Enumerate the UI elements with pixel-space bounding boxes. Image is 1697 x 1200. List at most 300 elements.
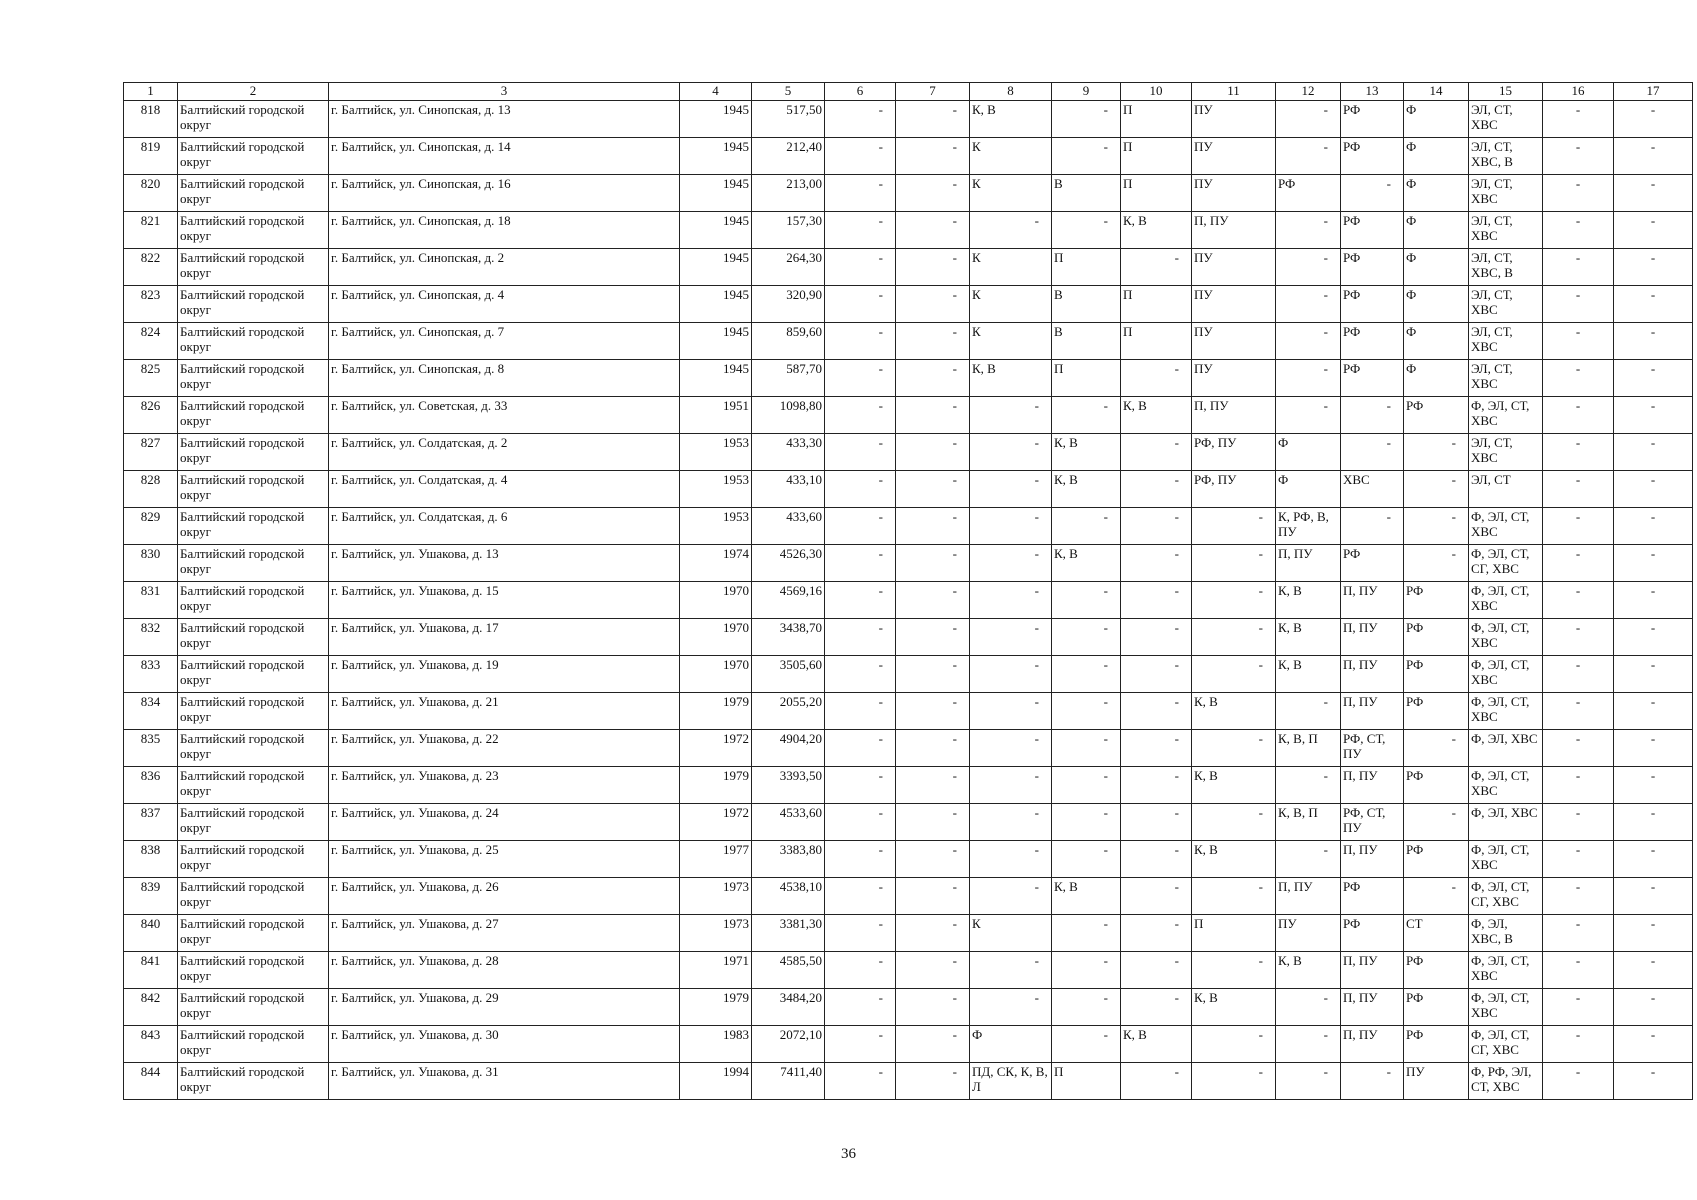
table-cell-col-4: 1945	[680, 175, 752, 212]
table-cell-col-5: 212,40	[752, 138, 825, 175]
table-cell-col-8: -	[970, 989, 1052, 1026]
table-cell-col-5: 7411,40	[752, 1063, 825, 1100]
table-cell-col-13: РФ	[1341, 545, 1404, 582]
table-cell-col-13: РФ	[1341, 360, 1404, 397]
table-row	[124, 730, 1693, 767]
table-row	[124, 582, 1693, 619]
table-cell-col-12: Ф	[1276, 471, 1341, 508]
table-cell-col-8: -	[970, 730, 1052, 767]
table-row	[124, 471, 1693, 508]
column-header-16: 16	[1543, 83, 1614, 101]
table-cell-col-12: -	[1276, 212, 1341, 249]
table-cell-col-16: -	[1543, 952, 1614, 989]
table-cell-col-8: -	[970, 619, 1052, 656]
table-cell-col-13: П, ПУ	[1341, 693, 1404, 730]
table-cell-col-4: 1945	[680, 286, 752, 323]
table-cell-col-10: -	[1121, 656, 1192, 693]
table-cell-col-8: -	[970, 582, 1052, 619]
table-cell-col-2: Балтийский городской округ	[178, 841, 329, 878]
table-cell-col-5: 3438,70	[752, 619, 825, 656]
table-cell-col-2: Балтийский городской округ	[178, 286, 329, 323]
table-cell-col-2: Балтийский городской округ	[178, 656, 329, 693]
table-cell-col-2: Балтийский городской округ	[178, 915, 329, 952]
table-cell-col-15: Ф, ЭЛ, СТ, ХВС	[1469, 508, 1543, 545]
table-cell-col-6: -	[825, 175, 896, 212]
table-cell-col-5: 3383,80	[752, 841, 825, 878]
table-cell-col-6: -	[825, 915, 896, 952]
table-cell-col-12: -	[1276, 693, 1341, 730]
table-cell-col-2: Балтийский городской округ	[178, 212, 329, 249]
table-cell-col-13: П, ПУ	[1341, 767, 1404, 804]
table-cell-col-13: П, ПУ	[1341, 952, 1404, 989]
table-cell-col-12: П, ПУ	[1276, 878, 1341, 915]
table-cell-col-9: П	[1052, 360, 1121, 397]
table-cell-col-4: 1970	[680, 656, 752, 693]
table-cell-col-13: П, ПУ	[1341, 841, 1404, 878]
table-cell-col-6: -	[825, 656, 896, 693]
table-cell-col-11: ПУ	[1192, 101, 1276, 138]
table-row	[124, 360, 1693, 397]
table-cell-col-1: 834	[124, 693, 178, 730]
table-cell-col-16: -	[1543, 286, 1614, 323]
table-cell-col-7: -	[896, 471, 970, 508]
table-cell-col-10: -	[1121, 841, 1192, 878]
table-cell-col-15: ЭЛ, СТ, ХВС	[1469, 434, 1543, 471]
table-cell-col-2: Балтийский городской округ	[178, 1026, 329, 1063]
column-header-4: 4	[680, 83, 752, 101]
table-cell-col-10: -	[1121, 767, 1192, 804]
table-cell-col-7: -	[896, 545, 970, 582]
table-cell-col-10: П	[1121, 138, 1192, 175]
table-cell-col-4: 1977	[680, 841, 752, 878]
table-cell-col-7: -	[896, 434, 970, 471]
table-cell-col-1: 820	[124, 175, 178, 212]
table-cell-col-2: Балтийский городской округ	[178, 619, 329, 656]
table-cell-col-8: К, В	[970, 360, 1052, 397]
table-cell-col-15: Ф, ЭЛ, ХВС	[1469, 804, 1543, 841]
table-row	[124, 804, 1693, 841]
table-cell-col-16: -	[1543, 989, 1614, 1026]
table-cell-col-12: -	[1276, 360, 1341, 397]
table-cell-col-4: 1951	[680, 397, 752, 434]
table-cell-col-15: Ф, ЭЛ, СТ, ХВС	[1469, 619, 1543, 656]
table-cell-col-17: -	[1614, 915, 1693, 952]
table-cell-col-15: ЭЛ, СТ, ХВС	[1469, 286, 1543, 323]
table-cell-col-3: г. Балтийск, ул. Синопская, д. 13	[329, 101, 680, 138]
table-cell-col-11: -	[1192, 1063, 1276, 1100]
table-cell-col-10: -	[1121, 249, 1192, 286]
table-cell-col-6: -	[825, 101, 896, 138]
table-cell-col-14: -	[1404, 471, 1469, 508]
table-cell-col-14: РФ	[1404, 693, 1469, 730]
table-cell-col-11: -	[1192, 730, 1276, 767]
table-cell-col-7: -	[896, 175, 970, 212]
table-cell-col-17: -	[1614, 878, 1693, 915]
table-cell-col-9: К, В	[1052, 471, 1121, 508]
table-cell-col-7: -	[896, 952, 970, 989]
table-cell-col-17: -	[1614, 175, 1693, 212]
table-cell-col-17: -	[1614, 582, 1693, 619]
table-cell-col-7: -	[896, 212, 970, 249]
table-cell-col-16: -	[1543, 249, 1614, 286]
table-row	[124, 323, 1693, 360]
table-cell-col-11: -	[1192, 545, 1276, 582]
table-cell-col-9: -	[1052, 767, 1121, 804]
table-cell-col-6: -	[825, 730, 896, 767]
table-cell-col-8: -	[970, 767, 1052, 804]
table-cell-col-1: 835	[124, 730, 178, 767]
table-cell-col-9: -	[1052, 212, 1121, 249]
table-cell-col-14: -	[1404, 878, 1469, 915]
table-cell-col-12: К, В	[1276, 952, 1341, 989]
table-cell-col-3: г. Балтийск, ул. Синопская, д. 14	[329, 138, 680, 175]
table-cell-col-17: -	[1614, 804, 1693, 841]
table-cell-col-3: г. Балтийск, ул. Синопская, д. 16	[329, 175, 680, 212]
table-row	[124, 508, 1693, 545]
table-cell-col-3: г. Балтийск, ул. Ушакова, д. 30	[329, 1026, 680, 1063]
table-cell-col-16: -	[1543, 1063, 1614, 1100]
table-cell-col-5: 3393,50	[752, 767, 825, 804]
table-cell-col-13: -	[1341, 175, 1404, 212]
table-cell-col-10: -	[1121, 989, 1192, 1026]
table-cell-col-14: Ф	[1404, 323, 1469, 360]
table-cell-col-15: ЭЛ, СТ, ХВС, В	[1469, 249, 1543, 286]
table-cell-col-13: РФ	[1341, 249, 1404, 286]
table-cell-col-3: г. Балтийск, ул. Синопская, д. 8	[329, 360, 680, 397]
table-cell-col-14: РФ	[1404, 952, 1469, 989]
table-cell-col-8: -	[970, 952, 1052, 989]
table-cell-col-4: 1972	[680, 804, 752, 841]
column-header-15: 15	[1469, 83, 1543, 101]
table-cell-col-9: -	[1052, 841, 1121, 878]
table-cell-col-5: 264,30	[752, 249, 825, 286]
table-cell-col-14: -	[1404, 434, 1469, 471]
table-cell-col-6: -	[825, 841, 896, 878]
table-cell-col-9: -	[1052, 804, 1121, 841]
table-cell-col-11: -	[1192, 1026, 1276, 1063]
table-cell-col-17: -	[1614, 841, 1693, 878]
table-cell-col-16: -	[1543, 360, 1614, 397]
table-cell-col-7: -	[896, 508, 970, 545]
housing-register-table	[123, 82, 1693, 1100]
table-cell-col-16: -	[1543, 434, 1614, 471]
table-cell-col-9: В	[1052, 323, 1121, 360]
table-cell-col-1: 839	[124, 878, 178, 915]
table-cell-col-16: -	[1543, 804, 1614, 841]
table-cell-col-5: 4533,60	[752, 804, 825, 841]
table-row	[124, 878, 1693, 915]
table-cell-col-7: -	[896, 138, 970, 175]
table-cell-col-11: РФ, ПУ	[1192, 471, 1276, 508]
table-cell-col-14: -	[1404, 508, 1469, 545]
table-row	[124, 1026, 1693, 1063]
table-cell-col-15: Ф, ЭЛ, СТ, ХВС	[1469, 952, 1543, 989]
table-cell-col-17: -	[1614, 545, 1693, 582]
table-cell-col-2: Балтийский городской округ	[178, 1063, 329, 1100]
table-cell-col-16: -	[1543, 841, 1614, 878]
table-cell-col-12: К, РФ, В, ПУ	[1276, 508, 1341, 545]
table-cell-col-4: 1970	[680, 582, 752, 619]
column-header-7: 7	[896, 83, 970, 101]
table-cell-col-4: 1973	[680, 878, 752, 915]
table-cell-col-3: г. Балтийск, ул. Синопская, д. 4	[329, 286, 680, 323]
table-cell-col-3: г. Балтийск, ул. Ушакова, д. 27	[329, 915, 680, 952]
table-cell-col-17: -	[1614, 1026, 1693, 1063]
table-cell-col-17: -	[1614, 286, 1693, 323]
table-cell-col-10: П	[1121, 286, 1192, 323]
table-cell-col-9: К, В	[1052, 878, 1121, 915]
table-cell-col-17: -	[1614, 952, 1693, 989]
table-cell-col-12: -	[1276, 1063, 1341, 1100]
column-header-2: 2	[178, 83, 329, 101]
table-cell-col-1: 827	[124, 434, 178, 471]
table-cell-col-17: -	[1614, 434, 1693, 471]
table-cell-col-8: -	[970, 508, 1052, 545]
table-cell-col-11: ПУ	[1192, 175, 1276, 212]
table-cell-col-15: Ф, ЭЛ, СТ, ХВС	[1469, 656, 1543, 693]
column-header-5: 5	[752, 83, 825, 101]
table-cell-col-1: 842	[124, 989, 178, 1026]
table-cell-col-6: -	[825, 508, 896, 545]
table-cell-col-5: 3381,30	[752, 915, 825, 952]
table-cell-col-6: -	[825, 1063, 896, 1100]
column-header-13: 13	[1341, 83, 1404, 101]
table-cell-col-16: -	[1543, 545, 1614, 582]
table-cell-col-17: -	[1614, 730, 1693, 767]
table-cell-col-16: -	[1543, 878, 1614, 915]
table-cell-col-7: -	[896, 619, 970, 656]
table-cell-col-13: РФ, СТ, ПУ	[1341, 730, 1404, 767]
table-cell-col-7: -	[896, 249, 970, 286]
table-cell-col-13: -	[1341, 397, 1404, 434]
table-cell-col-3: г. Балтийск, ул. Ушакова, д. 13	[329, 545, 680, 582]
table-header	[124, 83, 1693, 101]
table-cell-col-15: Ф, ЭЛ, СТ, ХВС	[1469, 693, 1543, 730]
table-cell-col-6: -	[825, 212, 896, 249]
table-cell-col-1: 833	[124, 656, 178, 693]
table-cell-col-4: 1983	[680, 1026, 752, 1063]
table-cell-col-12: -	[1276, 101, 1341, 138]
table-cell-col-3: г. Балтийск, ул. Ушакова, д. 24	[329, 804, 680, 841]
table-cell-col-14: Ф	[1404, 286, 1469, 323]
table-cell-col-11: ПУ	[1192, 286, 1276, 323]
table-cell-col-14: -	[1404, 804, 1469, 841]
table-cell-col-4: 1970	[680, 619, 752, 656]
table-cell-col-17: -	[1614, 508, 1693, 545]
table-cell-col-10: -	[1121, 1063, 1192, 1100]
table-row	[124, 397, 1693, 434]
table-cell-col-14: РФ	[1404, 582, 1469, 619]
table-cell-col-17: -	[1614, 397, 1693, 434]
table-cell-col-4: 1945	[680, 101, 752, 138]
table-cell-col-13: П, ПУ	[1341, 619, 1404, 656]
table-cell-col-14: -	[1404, 730, 1469, 767]
table-cell-col-8: К	[970, 249, 1052, 286]
table-cell-col-13: РФ	[1341, 138, 1404, 175]
table-cell-col-4: 1953	[680, 508, 752, 545]
table-cell-col-17: -	[1614, 360, 1693, 397]
table-cell-col-17: -	[1614, 693, 1693, 730]
table-cell-col-2: Балтийский городской округ	[178, 249, 329, 286]
table-cell-col-16: -	[1543, 656, 1614, 693]
table-cell-col-3: г. Балтийск, ул. Синопская, д. 2	[329, 249, 680, 286]
table-cell-col-13: РФ	[1341, 915, 1404, 952]
table-cell-col-5: 859,60	[752, 323, 825, 360]
table-row	[124, 989, 1693, 1026]
table-cell-col-5: 4904,20	[752, 730, 825, 767]
table-cell-col-9: -	[1052, 508, 1121, 545]
table-cell-col-3: г. Балтийск, ул. Ушакова, д. 31	[329, 1063, 680, 1100]
table-cell-col-6: -	[825, 1026, 896, 1063]
table-row	[124, 249, 1693, 286]
table-cell-col-5: 157,30	[752, 212, 825, 249]
table-cell-col-12: К, В	[1276, 619, 1341, 656]
table-cell-col-10: -	[1121, 804, 1192, 841]
table-row	[124, 619, 1693, 656]
table-cell-col-16: -	[1543, 693, 1614, 730]
table-cell-col-6: -	[825, 545, 896, 582]
table-cell-col-16: -	[1543, 323, 1614, 360]
table-cell-col-9: -	[1052, 693, 1121, 730]
table-cell-col-17: -	[1614, 1063, 1693, 1100]
table-cell-col-7: -	[896, 582, 970, 619]
table-cell-col-7: -	[896, 989, 970, 1026]
table-cell-col-1: 821	[124, 212, 178, 249]
table-cell-col-12: -	[1276, 841, 1341, 878]
table-cell-col-12: -	[1276, 767, 1341, 804]
table-cell-col-15: Ф, ЭЛ, СТ, ХВС	[1469, 989, 1543, 1026]
table-cell-col-1: 830	[124, 545, 178, 582]
table-cell-col-14: РФ	[1404, 397, 1469, 434]
table-cell-col-1: 836	[124, 767, 178, 804]
table-cell-col-13: -	[1341, 508, 1404, 545]
table-cell-col-3: г. Балтийск, ул. Синопская, д. 7	[329, 323, 680, 360]
table-cell-col-3: г. Балтийск, ул. Ушакова, д. 15	[329, 582, 680, 619]
table-cell-col-7: -	[896, 1026, 970, 1063]
column-header-3: 3	[329, 83, 680, 101]
table-cell-col-10: -	[1121, 471, 1192, 508]
table-cell-col-17: -	[1614, 656, 1693, 693]
table-cell-col-10: П	[1121, 323, 1192, 360]
table-cell-col-4: 1953	[680, 434, 752, 471]
table-cell-col-6: -	[825, 249, 896, 286]
table-cell-col-15: Ф, ЭЛ, СТ, ХВС	[1469, 397, 1543, 434]
table-cell-col-2: Балтийский городской округ	[178, 730, 329, 767]
table-cell-col-5: 1098,80	[752, 397, 825, 434]
table-cell-col-12: -	[1276, 249, 1341, 286]
table-cell-col-6: -	[825, 989, 896, 1026]
table-cell-col-3: г. Балтийск, ул. Ушакова, д. 25	[329, 841, 680, 878]
table-cell-col-10: -	[1121, 434, 1192, 471]
table-cell-col-14: Ф	[1404, 138, 1469, 175]
table-cell-col-2: Балтийский городской округ	[178, 508, 329, 545]
table-cell-col-1: 828	[124, 471, 178, 508]
table-cell-col-14: РФ	[1404, 841, 1469, 878]
table-cell-col-7: -	[896, 915, 970, 952]
table-cell-col-10: -	[1121, 545, 1192, 582]
table-cell-col-7: -	[896, 286, 970, 323]
table-cell-col-1: 822	[124, 249, 178, 286]
table-cell-col-14: Ф	[1404, 101, 1469, 138]
table-cell-col-1: 837	[124, 804, 178, 841]
table-cell-col-1: 823	[124, 286, 178, 323]
table-cell-col-15: ЭЛ, СТ, ХВС	[1469, 175, 1543, 212]
table-cell-col-6: -	[825, 360, 896, 397]
table-cell-col-9: -	[1052, 138, 1121, 175]
table-cell-col-11: ПУ	[1192, 323, 1276, 360]
table-cell-col-5: 4569,16	[752, 582, 825, 619]
table-cell-col-11: -	[1192, 619, 1276, 656]
table-cell-col-12: -	[1276, 286, 1341, 323]
table-body	[124, 101, 1693, 1100]
table-cell-col-9: -	[1052, 101, 1121, 138]
table-cell-col-4: 1972	[680, 730, 752, 767]
table-cell-col-7: -	[896, 323, 970, 360]
table-cell-col-13: РФ	[1341, 323, 1404, 360]
table-cell-col-2: Балтийский городской округ	[178, 434, 329, 471]
table-cell-col-12: Ф	[1276, 434, 1341, 471]
table-cell-col-7: -	[896, 1063, 970, 1100]
table-cell-col-4: 1971	[680, 952, 752, 989]
table-cell-col-4: 1945	[680, 212, 752, 249]
table-cell-col-16: -	[1543, 1026, 1614, 1063]
table-cell-col-5: 433,10	[752, 471, 825, 508]
table-cell-col-2: Балтийский городской округ	[178, 138, 329, 175]
table-cell-col-8: К	[970, 323, 1052, 360]
table-cell-col-14: ПУ	[1404, 1063, 1469, 1100]
table-cell-col-5: 213,00	[752, 175, 825, 212]
table-cell-col-7: -	[896, 767, 970, 804]
table-cell-col-15: Ф, РФ, ЭЛ, СТ, ХВС	[1469, 1063, 1543, 1100]
table-cell-col-10: К, В	[1121, 397, 1192, 434]
table-row	[124, 656, 1693, 693]
table-cell-col-4: 1979	[680, 767, 752, 804]
table-cell-col-11: П, ПУ	[1192, 212, 1276, 249]
table-cell-col-7: -	[896, 101, 970, 138]
table-cell-col-5: 4585,50	[752, 952, 825, 989]
table-cell-col-11: К, В	[1192, 767, 1276, 804]
table-cell-col-5: 3505,60	[752, 656, 825, 693]
table-cell-col-15: ЭЛ, СТ, ХВС	[1469, 212, 1543, 249]
table-cell-col-3: г. Балтийск, ул. Ушакова, д. 22	[329, 730, 680, 767]
table-cell-col-6: -	[825, 434, 896, 471]
table-cell-col-12: -	[1276, 989, 1341, 1026]
table-cell-col-14: РФ	[1404, 656, 1469, 693]
table-cell-col-15: Ф, ЭЛ, СТ, ХВС	[1469, 582, 1543, 619]
table-cell-col-11: -	[1192, 582, 1276, 619]
table-cell-col-15: Ф, ЭЛ, СТ, ХВС	[1469, 767, 1543, 804]
table-cell-col-8: К	[970, 286, 1052, 323]
table-cell-col-10: -	[1121, 878, 1192, 915]
table-cell-col-5: 587,70	[752, 360, 825, 397]
table-cell-col-4: 1945	[680, 323, 752, 360]
table-cell-col-8: К	[970, 915, 1052, 952]
table-cell-col-16: -	[1543, 582, 1614, 619]
table-cell-col-2: Балтийский городской округ	[178, 693, 329, 730]
table-cell-col-8: -	[970, 804, 1052, 841]
table-row	[124, 175, 1693, 212]
table-cell-col-1: 825	[124, 360, 178, 397]
table-cell-col-16: -	[1543, 397, 1614, 434]
table-cell-col-17: -	[1614, 471, 1693, 508]
table-cell-col-2: Балтийский городской округ	[178, 360, 329, 397]
table-cell-col-12: -	[1276, 1026, 1341, 1063]
table-cell-col-10: -	[1121, 730, 1192, 767]
table-cell-col-2: Балтийский городской округ	[178, 397, 329, 434]
table-cell-col-10: -	[1121, 619, 1192, 656]
table-cell-col-4: 1974	[680, 545, 752, 582]
table-cell-col-17: -	[1614, 619, 1693, 656]
